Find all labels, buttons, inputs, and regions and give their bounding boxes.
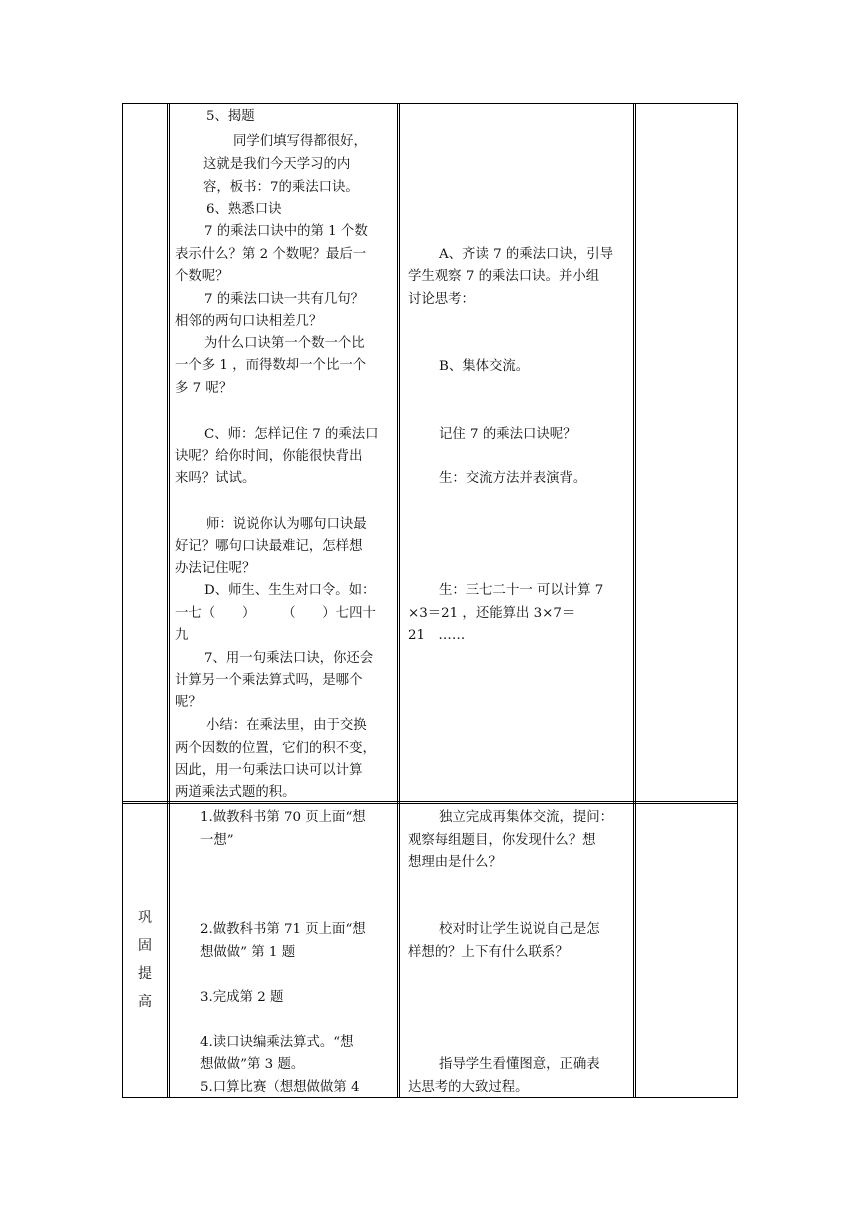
text-line: 想做做” 第 1 题	[200, 945, 296, 960]
text-line: 两道乘法式题的积。	[175, 785, 296, 800]
text-line: 办法记住呢？	[175, 561, 256, 576]
text-line: 观察每组题目，你发现什么？想	[408, 833, 596, 848]
text-line: 想做做”第 3 题。	[200, 1057, 305, 1072]
text-line: B、集体交流。	[439, 359, 530, 374]
text-line: 3.完成第 2 题	[200, 990, 284, 1005]
text-line: 来吗？试试。	[175, 471, 256, 486]
text-line: 达思考的大致过程。	[408, 1080, 529, 1095]
text-line: 想理由是什么？	[408, 855, 502, 870]
text-line: 诀呢？给你时间，你能很快背出	[175, 449, 363, 464]
label-char: 高	[138, 994, 152, 1010]
text-line: 好记？哪句口诀最难记，怎样想	[175, 539, 363, 554]
text-line: 独立完成再集体交流，提问：	[439, 810, 614, 825]
text-line: ×3＝21 ，还能算出 3×7＝	[408, 606, 576, 621]
text-line: 师：说说你认为哪句口诀最	[206, 517, 367, 532]
text-line: 7、用一句乘法口诀，你还会	[204, 651, 374, 666]
lesson-plan-table	[122, 103, 738, 1098]
label-char: 提	[138, 966, 152, 982]
text-line: 样想的？上下有什么联系？	[408, 945, 569, 960]
text-line: 一个多 1 ，而得数却一个比一个	[175, 358, 367, 373]
text-line: 校对时让学生说说自己是怎	[439, 922, 600, 937]
text-line: 小结：在乘法里，由于交换	[206, 718, 367, 733]
text-line: 生：三七二十一 可以计算 7	[439, 583, 604, 598]
text-line: A、齐读 7 的乘法口诀，引导	[439, 247, 613, 262]
text-line: 1.做教科书第 70 页上面“想	[200, 810, 366, 825]
text-line: 九	[175, 628, 189, 643]
text-line: 相邻的两句口诀相差几？	[175, 314, 323, 329]
text-line: 表示什么？第 2 个数呢？最后一	[175, 247, 367, 262]
text-line: 5、揭题	[206, 109, 255, 124]
text-line: 容，板书：7的乘法口诀。	[203, 180, 359, 195]
text-line: 记住 7 的乘法口诀呢？	[439, 427, 577, 442]
text-line: 4.读口诀编乘法算式。“想	[200, 1035, 354, 1050]
text-line: 个数呢？	[175, 269, 229, 284]
text-line: 7 的乘法口诀一共有几句？	[204, 292, 365, 307]
text-line: 学生观察 7 的乘法口诀。并小组	[408, 269, 600, 284]
text-line: 计算另一个乘法算式吗，是哪个	[175, 673, 363, 688]
text-line: 讨论思考：	[408, 292, 475, 307]
label-char: 巩	[138, 910, 152, 926]
text-line: 生：交流方法并表演背。	[439, 471, 587, 486]
text-line: 2.做教科书第 71 页上面“想	[200, 922, 366, 937]
text-line: 指导学生看懂图意，正确表	[439, 1057, 600, 1072]
text-line: C、师：怎样记住 7 的乘法口	[204, 427, 379, 442]
text-line: 6、熟悉口诀	[206, 202, 282, 217]
text-line: 5.口算比赛（想想做做第 4	[200, 1080, 360, 1095]
text-line: 因此，用一句乘法口诀可以计算	[175, 763, 363, 778]
text-line: 这就是我们今天学习的内	[203, 157, 351, 172]
label-char: 固	[138, 938, 152, 954]
column-divider-3	[633, 104, 636, 1097]
column-divider-1	[167, 104, 170, 1097]
text-line: D、师生、生生对口令。如：	[204, 583, 376, 598]
text-line: 7 的乘法口诀中的第 1 个数	[204, 224, 368, 239]
text-line: 两个因数的位置，它们的积不变，	[175, 741, 376, 756]
text-line: 多 7 呢？	[175, 381, 233, 396]
text-line: 21 ……	[408, 628, 466, 643]
text-line: 同学们填写得都很好，	[233, 134, 367, 149]
text-line: 呢？	[175, 695, 202, 710]
text-line: 一想”	[200, 833, 234, 848]
text-line: 为什么口诀第一个数一个比	[204, 336, 365, 351]
text-line: 一七（ ） （ ）七四十	[175, 606, 376, 621]
column-divider-2	[397, 104, 400, 1097]
